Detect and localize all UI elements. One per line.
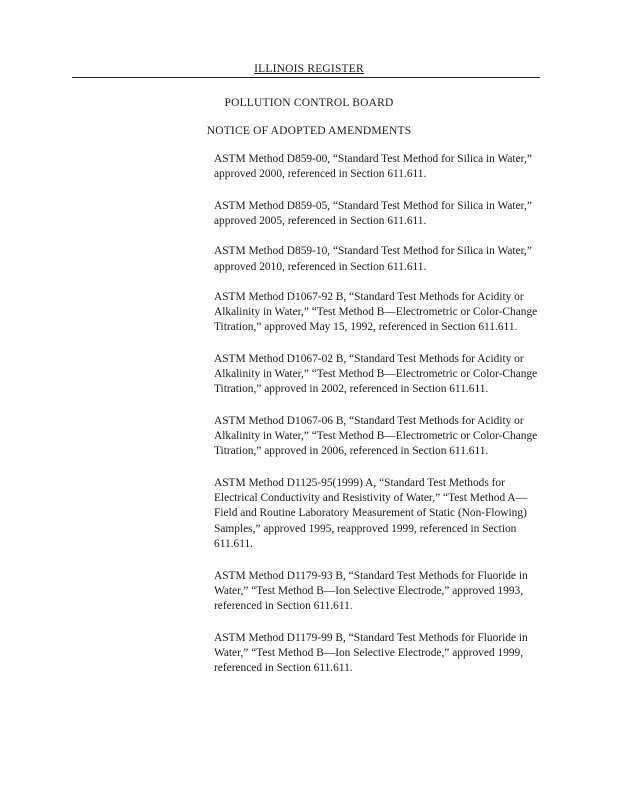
method-entry: ASTM Method D859-05, “Standard Test Method for Silica in Water,” approved 2005, referenced in Section 611.611. — [214, 199, 532, 228]
register-title: ILLINOIS REGISTER — [254, 63, 364, 75]
method-entry: ASTM Method D1125-95(1999) A, “Standard Test Methods for Electrical Conductivity and Resistivity of Water,” “Test Method A—Field and Routine Laboratory Measurement of Static (Non-Flowing) Samples,” approved 1995, reapproved 1999, referenced in Section 611.611. — [214, 477, 528, 550]
notice-heading: NOTICE OF ADOPTED AMENDMENTS — [206, 125, 412, 137]
method-entry: ASTM Method D859-00, “Standard Test Method for Silica in Water,” approved 2000, referenced in Section 611.611. — [214, 153, 532, 181]
method-entry: ASTM Method D1067-92 B, “Standard Test Methods for Acidity or Alkalinity in Water,” “Test Method B—Electrometric or Color-Change Titration,” approved May 15, 1992, referenced in Section 611.611. — [214, 290, 538, 334]
method-entry: ASTM Method D1179-93 B, “Standard Test Methods for Fluoride in Water,” “Test Method B—Ion Selective Electrode,” approved 1993, referenced in Section 611.611. — [214, 569, 528, 612]
method-entry: ASTM Method D859-10, “Standard Test Method for Silica in Water,” approved 2010, referenced in Section 611.611. — [214, 245, 532, 273]
method-entry: ASTM Method D1067-02 B, “Standard Test Methods for Acidity or Alkalinity in Water,” “Test Method B—Electrometric or Color-Change Titration,” approved in 2002, referenced in Section 611.611. — [214, 352, 538, 396]
method-list — [214, 152, 540, 693]
method-entry: ASTM Method D1179-99 B, “Standard Test Methods for Fluoride in Water,” “Test Method B—Ion Selective Electrode,” approved 1999, referenced in Section 611.611. — [214, 631, 528, 675]
method-entry: ASTM Method D1067-06 B, “Standard Test Methods for Acidity or Alkalinity in Water,” “Test Method B—Electrometric or Color-Change Titration,” approved in 2006, referenced in Section 611.611. — [214, 414, 538, 458]
header-rule — [72, 77, 540, 78]
board-name: POLLUTION CONTROL BOARD — [224, 97, 394, 109]
